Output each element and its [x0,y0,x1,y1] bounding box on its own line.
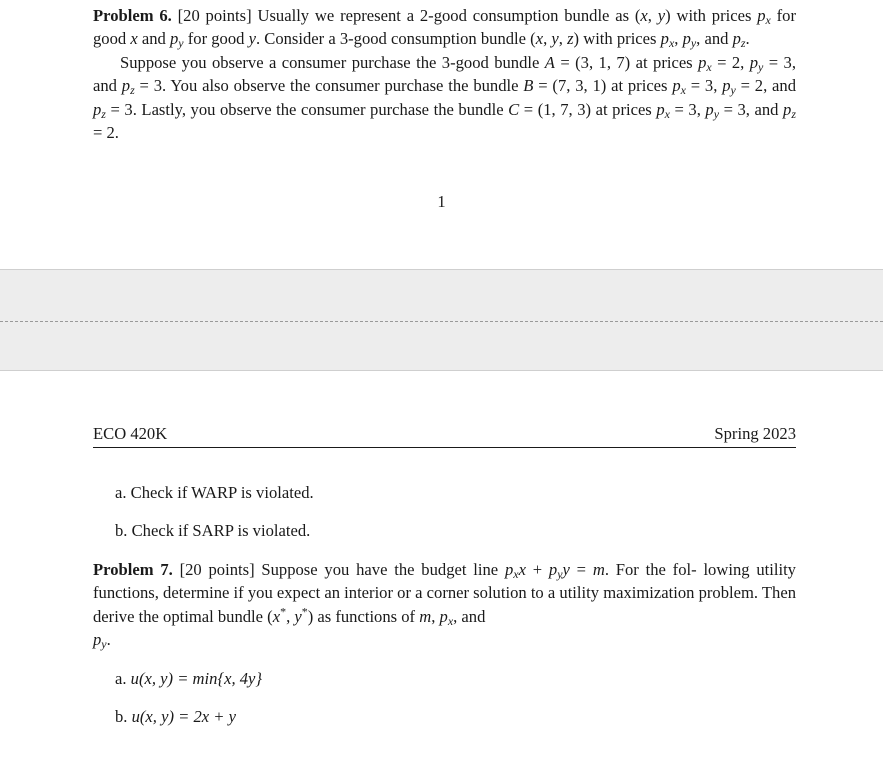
math-var: x [518,560,526,579]
problem-6-text [93,4,796,144]
problem-6-paragraph-1 [93,4,796,51]
problem-6-heading: Problem 6. [93,6,172,25]
math-var: y [562,560,570,579]
math-var: A [544,52,555,72]
math-punct: , [286,606,295,626]
problem-6-text-run: at prices [611,76,673,96]
problem-7-text-run: maximization problem. Then derive the optimal bundle ( [93,583,796,626]
math-var: p [732,29,741,49]
math-sub: y [178,36,184,51]
page-break-divider [0,321,883,322]
math-var: x [130,29,138,49]
math-expr: = 2x + y [173,707,237,726]
math-args: (x, y) [138,669,174,688]
math-var: C [508,99,520,119]
math-punct: , [431,606,440,626]
math-sub: z [740,36,746,51]
document-page-1 [0,0,883,269]
math-var: p [93,630,102,650]
math-var: p [722,76,731,96]
math-var: y [294,606,302,626]
math-var: y [248,29,256,49]
math-var: p [749,52,759,72]
problem-7-heading: Problem 7. [93,560,173,579]
math-sub: y [557,566,563,581]
math-sub: x [513,566,519,581]
problem-6-text-run: = 3, [685,76,723,96]
math-var: x [535,29,544,49]
problem-6-text-run: for good [93,6,797,49]
math-sub: y [730,83,736,98]
problem-6-text-run: and [137,29,170,49]
problem-7-points: [20 points] [179,560,255,579]
math-punct: , [558,29,568,49]
problem-6-text-run: = 3. You also observe the consumer purchase the bundle [134,76,524,96]
item-label: a. [115,669,131,688]
math-sub: z [130,83,135,98]
math-var: p [169,29,179,49]
problem-6-text-run: Usually we represent a 2-good consumption bundle as ( [257,6,641,25]
math-var: p [439,606,448,626]
math-var: p [672,76,681,96]
math-args: (x, y) [139,707,174,726]
item-label: b. [115,707,132,726]
math-var: p [705,99,714,119]
math-sub: x [706,59,712,74]
math-var: y [551,29,559,49]
math-var: x [272,606,281,626]
math-sub: x [680,83,686,98]
problem-6-text-run: prices [711,6,758,25]
page-gap [0,269,883,371]
problem-7-item-b [115,705,236,728]
math-sub: x [668,36,675,51]
problem-6-text-run: = 3, [669,99,706,119]
problem-7-text-run: Suppose you have the budget line [261,560,505,579]
problem-6-text-run: = 2. [93,123,119,143]
math-var: p [783,99,792,119]
math-var: z [567,29,574,49]
math-var: p [656,99,665,119]
semester: Spring 2023 [714,424,796,443]
math-sup: * [280,604,287,619]
problem-6-item-a: a. Check if WARP is violated. [115,483,314,502]
problem-6-text-run: = 3, and [93,52,796,96]
running-header [93,422,796,448]
problem-7-text [93,558,796,652]
document-page-2 [0,371,883,766]
math-var: p [93,99,102,119]
math-var: p [698,52,707,72]
problem-7-text-run: , and [453,606,486,626]
problem-7-text-run: . For the fol- [604,560,697,579]
problem-7-paragraph [93,558,796,652]
math-sub: z [101,106,106,121]
math-sub: y [713,106,720,121]
math-var: u [130,669,139,688]
math-var: u [131,707,140,726]
problem-6-text-run: = (1, 7, 3) at prices [519,99,657,119]
math-var: m [592,560,605,579]
problem-6-text-run: , and [696,29,733,49]
math-sup: * [301,604,308,619]
math-punct: , [543,29,552,49]
math-var: p [660,29,669,49]
math-expr: = min{x, 4y} [173,669,263,688]
math-sub: z [791,106,796,121]
problem-6-text-run: . Consider a 3-good consumption bundle ( [255,29,536,49]
math-sub: x [664,106,670,121]
problem-6-text-run: = 3, and [719,99,784,119]
math-punct: , [647,6,658,25]
problem-6-text-run: = 2, [711,52,750,72]
math-var: m [419,606,432,626]
math-sub: y [758,59,764,74]
math-sub: x [765,12,771,27]
problem-7-item-a [115,667,262,690]
problem-6-text-run: ) with [665,6,706,25]
math-var: x [640,6,648,25]
problem-6-text-run: = (7, 3, 1) [533,76,607,96]
math-op: = [569,560,593,579]
math-punct: , [674,29,683,49]
math-sub: y [101,637,107,652]
math-var: p [682,29,691,49]
math-var: p [121,76,131,96]
problem-6-text-run: prices [616,29,661,49]
math-punct: . [106,630,111,650]
math-var: p [504,560,514,579]
page-number: 1 [437,192,446,211]
problem-6-paragraph-2 [93,51,796,145]
problem-7-text-run: ) as functions of [307,606,420,626]
problem-7-text-run: lowing utility functions, determine if you expect an interior or a corner solution to a utility [93,560,796,603]
math-op: + [525,560,549,579]
math-var: y [657,6,666,25]
problem-6-text-run: ) with [573,29,613,49]
problem-6-points: [20 points] [177,6,252,25]
math-punct: . [745,29,750,49]
problem-6-text-run: = 2, and [735,76,796,96]
problem-6-item-b: b. Check if SARP is violated. [115,521,311,540]
math-sub: x [447,613,454,628]
course-code: ECO 420K [93,424,168,443]
math-var: p [548,560,558,579]
math-var: B [523,76,534,96]
problem-6-text-run: = (3, 1, 7) at prices [554,52,693,72]
problem-6-text-run: for good [183,29,249,49]
problem-6-text-run: = 3. Lastly, you observe the consumer purchase the bundle [105,99,504,119]
math-var: p [757,6,766,25]
math-sub: y [690,36,697,51]
problem-6-text-run: Suppose you observe a consumer purchase the 3-good bundle [120,52,545,72]
